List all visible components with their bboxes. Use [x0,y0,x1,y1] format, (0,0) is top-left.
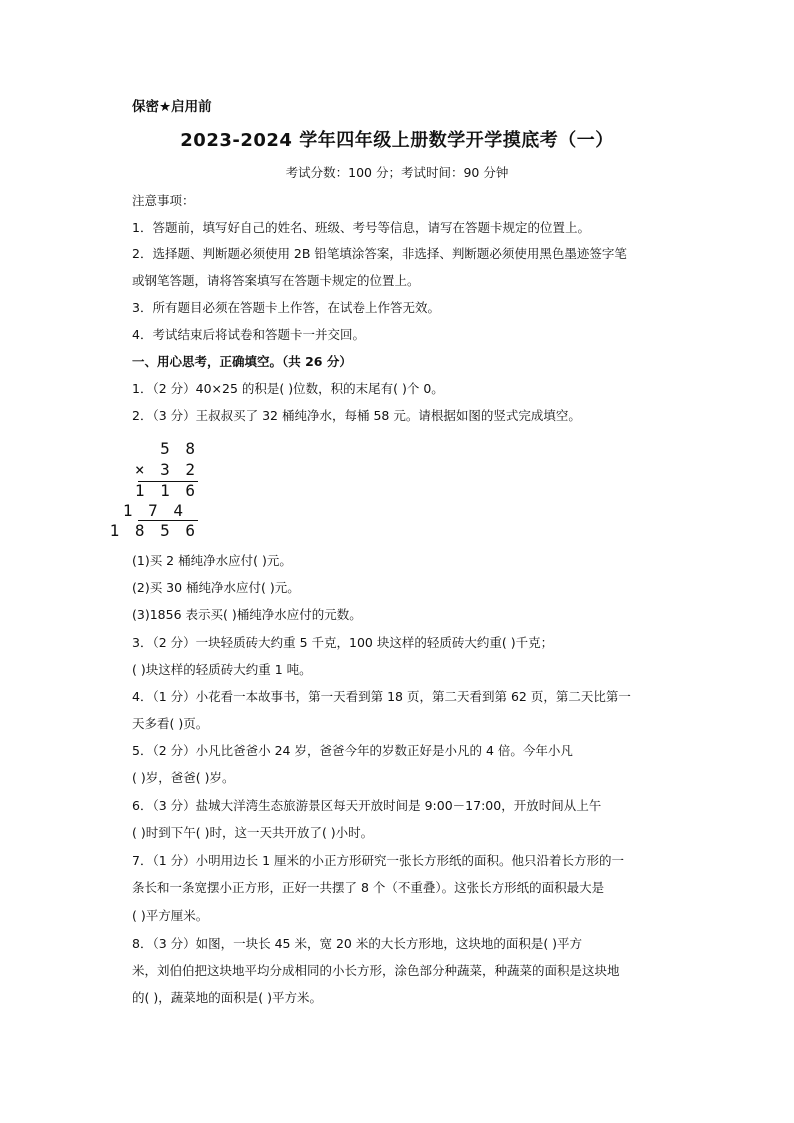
question-7-cont: ( )平方厘米。 [132,908,209,923]
section-heading: 一、用心思考，正确填空。（共 26 分） [132,354,352,369]
question-7: 7．（1 分）小明用边长 1 厘米的小正方形研究一张长方形纸的面积。他只沿着长方形的一 [132,853,625,868]
question-2-part-3: (3)1856 表示买( )桶纯净水应付的元数。 [132,607,362,622]
question-5: 5．（2 分）小凡比爸爸小 24 岁，爸爸今年的岁数正好是小凡的 4 倍。今年小凡 [132,743,573,758]
calc-result: 1 8 5 6 [109,521,198,540]
question-3: 3．（2 分）一块轻质砖大约重 5 千克，100 块这样的轻质砖大约重( )千克； [132,635,554,650]
vertical-multiplication [109,439,200,544]
question-2-part-2: (2)买 30 桶纯净水应付( )元。 [132,580,300,595]
question-4: 4．（1 分）小花看一本故事书，第一天看到第 18 页，第二天看到第 62 页，第二天比第一 [132,689,631,704]
question-6-cont: ( )时到下午( )时，这一天共开放了( )小时。 [132,825,374,840]
question-3-cont: ( )块这样的轻质砖大约重 1 吨。 [132,662,312,677]
exam-info: 考试分数：100 分；考试时间：90 分钟 [285,165,509,180]
question-8-cont: 米，刘伯伯把这块地平均分成相同的小长方形，涂色部分种蔬菜，种蔬菜的面积是这块地 [132,963,620,978]
notice-item: 2．选择题、判断题必须使用 2B 铅笔填涂答案，非选择、判断题必须使用黑色墨迹签字笔 [132,246,627,261]
question-7-cont: 条长和一条宽摆小正方形，正好一共摆了 8 个（不重叠）。这张长方形纸的面积最大是 [132,880,605,895]
notice-item: 1．答题前，填写好自己的姓名、班级、考号等信息，请写在答题卡规定的位置上。 [132,220,590,235]
question-4-cont: 天多看( )页。 [132,716,209,731]
calc-multiplier: × 3 2 [134,460,198,479]
question-5-cont: ( )岁，爸爸( )岁。 [132,770,235,785]
question-2: 2．（3 分）王叔叔买了 32 桶纯净水，每桶 58 元。请根据如图的竖式完成填空。 [132,408,581,423]
question-2-part-1: (1)买 2 桶纯净水应付( )元。 [132,553,292,568]
question-6: 6．（3 分）盐城大洋湾生态旅游景区每天开放时间是 9:00－17:00，开放时间从上午 [132,798,602,813]
question-8: 8．（3 分）如图，一块长 45 米，宽 20 米的大长方形地，这块地的面积是( )平方 [132,936,583,951]
notice-item: 4．考试结束后将试卷和答题卡一并交回。 [132,327,365,342]
page-title: 2023-2024 学年四年级上册数学开学摸底考（一） [180,130,614,151]
notice-item: 或钢笔答题，请将答案填写在答题卡规定的位置上。 [132,273,420,288]
calc-partial-product: 1 1 6 [134,481,198,500]
notice-heading: 注意事项： [132,193,195,208]
confidential-label: 保密★启用前 [132,99,212,115]
calc-multiplicand: 5 8 [160,439,198,458]
question-8-cont: 的( )，蔬菜地的面积是( )平方米。 [132,990,322,1005]
question-1: 1．（2 分）40×25 的积是( )位数，积的末尾有( )个 0。 [132,381,444,396]
calc-partial-product: 1 7 4 [122,501,186,520]
notice-item: 3．所有题目必须在答题卡上作答，在试卷上作答无效。 [132,300,440,315]
